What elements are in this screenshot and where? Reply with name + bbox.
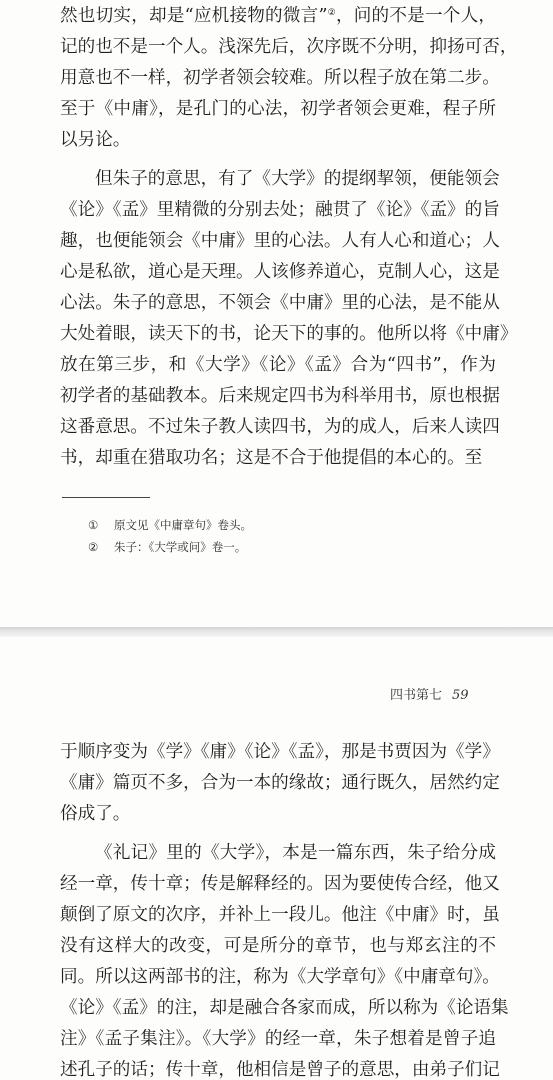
text-line (60, 768, 500, 799)
text-segment: 述孔子的话；传十章，他相信是曾子的意思，由弟子们记 (60, 1060, 500, 1080)
text-line (60, 381, 500, 412)
footnote (88, 536, 252, 558)
text-line (60, 737, 500, 768)
text-line (60, 962, 500, 993)
text-segment: 没有这样大的改变，可是所分的章节，也与郑玄注的不 (60, 936, 496, 956)
text-segment: 然也切实，却是“应机接物的微言” (60, 6, 328, 26)
page-number: 59 (452, 688, 469, 703)
text-line (60, 1055, 500, 1080)
text-segment: 心法。朱子的意思，不领会《中庸》里的心法，是不能从 (60, 293, 500, 313)
text-segment: 经一章，传十章；传是解释经的。因为要使传合经，他又 (60, 874, 500, 894)
text-segment: 记的也不是一个人。浅深先后，次序既不分明，抑扬可否， (60, 37, 518, 57)
text-line (60, 195, 500, 226)
footnote-separator (62, 497, 150, 498)
text-line (60, 94, 496, 125)
text-line (60, 63, 500, 94)
text-segment: 以另论。 (60, 130, 131, 150)
footnote-marker: ② (327, 8, 336, 18)
text-line (60, 1, 496, 32)
text-line (60, 164, 500, 195)
text-line (60, 1024, 496, 1055)
text-segment: 放在第三步，和《大学》《论》《孟》合为“四书”，作为 (60, 355, 496, 375)
text-line (60, 32, 518, 63)
text-line (60, 288, 500, 319)
text-segment: 于顺序变为《学》《庸》《论》《孟》，那是书贾因为《学》 (60, 742, 500, 762)
text-segment: 同。所以这两部书的注，称为《大学章句》《中庸章句》。 (60, 967, 500, 987)
body-text (60, 737, 509, 1080)
text-line (60, 257, 500, 288)
body-text (60, 1, 518, 474)
footnote (88, 514, 252, 536)
footnote-text: 原文见《中庸章句》卷头。 (114, 518, 252, 532)
text-line (60, 412, 500, 443)
text-segment: 《庸》篇页不多，合为一本的缘故；通行既久，居然约定 (60, 773, 500, 793)
footnote-number: ① (88, 518, 99, 532)
text-segment: 初学者的基础教本。后来规定四书为科举用书，原也根据 (60, 386, 500, 406)
text-line (60, 319, 518, 350)
text-segment: 心是私欲，道心是天理。人该修养道心，克制人心，这是 (60, 262, 500, 282)
text-segment: 《论》《孟》的注，却是融合各家而成，所以称为《论语集 (60, 998, 509, 1018)
running-head (390, 684, 490, 703)
footnotes (88, 514, 252, 558)
text-segment: 用意也不一样，初学者领会较难。所以程子放在第二步。 (60, 68, 500, 88)
text-segment: 颠倒了原文的次序，并补上一段儿。他注《中庸》时，虽 (60, 905, 500, 925)
footnote-text: 朱子：《大学或问》卷一。 (114, 540, 247, 554)
text-line (60, 869, 500, 900)
text-line (60, 931, 496, 962)
chapter-title: 四书第七 (390, 688, 443, 703)
text-segment: 但朱子的意思，有了《大学》的提纲挈领，便能领会 (95, 169, 500, 189)
text-segment: 书，却重在猎取功名；这是不合于他提倡的本心的。至 (60, 448, 483, 468)
text-line (60, 799, 496, 830)
page-divider (0, 627, 553, 637)
text-line (60, 443, 496, 474)
footnote-number: ② (88, 540, 99, 554)
text-line (60, 993, 509, 1024)
text-line (60, 838, 496, 869)
text-segment: 这番意思。不过朱子教人读四书，为的成人，后来人读四 (60, 417, 500, 437)
text-segment: ，问的不是一个人， (335, 6, 496, 26)
text-segment: 至于《中庸》，是孔门的心法，初学者领会更难，程子所 (60, 99, 496, 119)
text-line (60, 125, 496, 156)
text-segment: 大处着眼，读天下的书，论天下的事的。他所以将《中庸》 (60, 324, 518, 344)
text-line (60, 350, 496, 381)
book-page-bottom (0, 637, 553, 1080)
text-line (60, 900, 500, 931)
text-segment: 《礼记》里的《大学》，本是一篇东西，朱子给分成 (95, 843, 496, 863)
text-segment: 《论》《孟》里精微的分别去处；融贯了《论》《孟》的旨 (60, 200, 500, 220)
text-segment: 俗成了。 (60, 804, 131, 824)
text-line (60, 226, 500, 257)
text-segment: 趣，也便能领会《中庸》里的心法。人有人心和道心；人 (60, 231, 500, 251)
text-segment: 注》《孟子集注》。《大学》的经一章，朱子想着是曾子追 (60, 1029, 496, 1049)
